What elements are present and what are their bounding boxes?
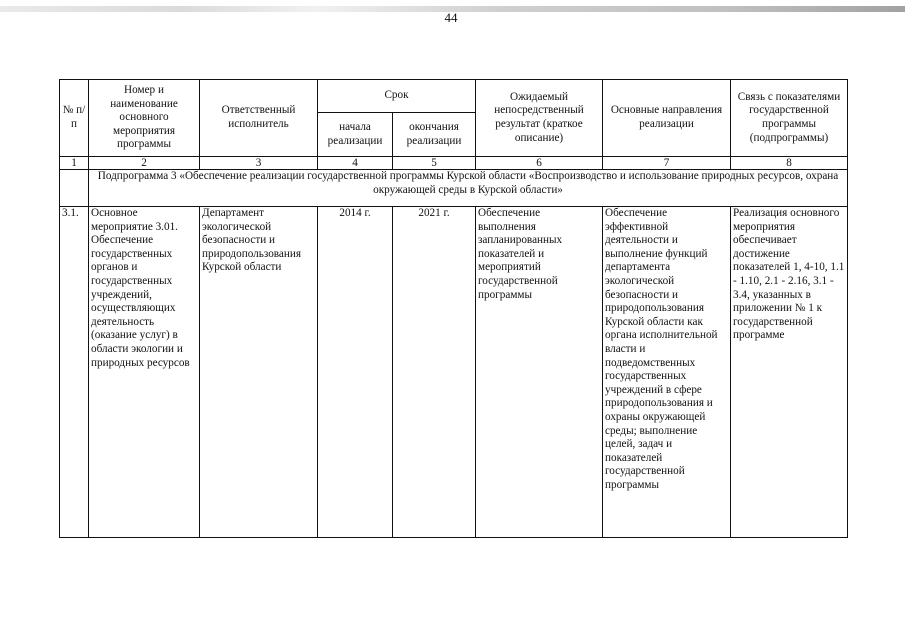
header-srok: Срок [318,80,476,113]
subprogram-title: Подпрограмма 3 «Обеспечение реализации государственной программы Курской области «Воспроизводство и использование природных ресурсов, охрана окружающей среды в Курской области» [89,170,848,207]
column-numbers-row [60,157,848,170]
page-number: 44 [444,10,458,25]
header-result: Ожидаемый непосредственный результат (краткое описание) [476,80,603,157]
column-number: 8 [731,157,848,170]
header-executor: Ответственный исполнитель [200,80,318,157]
column-number: 3 [200,157,318,170]
header-number: № п/п [60,80,89,157]
column-number: 2 [89,157,200,170]
header-row-1 [60,80,848,113]
row-directions: Обеспечение эффективной деятельности и выполнение функций департамента экологической безопасности и природопользования Курской области как органа исполнительной власти и подведомственных государственных учреждений в сфере природопользования и охраны окружающей среды; выполнение целей, задач и показателей государственной программы [603,207,731,538]
header-indicators: Связь с показателями государственной программы (подпрограммы) [731,80,848,157]
row-name: Основное мероприятие 3.01. Обеспечение государственных органов и государственных учреждений, осуществляющих деятельность (оказание услуг) в области экологии и природных ресурсов [89,207,200,538]
column-number: 5 [393,157,476,170]
header-name: Номер и наименование основного мероприятия программы [89,80,200,157]
header-directions: Основные направления реализации [603,80,731,157]
column-number: 6 [476,157,603,170]
column-number: 7 [603,157,731,170]
row-executor: Департамент экологической безопасности и природопользования Курской области [200,207,318,538]
row-start: 2014 г. [318,207,393,538]
subprogram-empty-cell [60,170,89,207]
header-end: окончания реализации [393,113,476,157]
row-end: 2021 г. [393,207,476,538]
table-row [60,207,848,538]
header-start: начала реализации [318,113,393,157]
column-number: 4 [318,157,393,170]
program-table [59,79,848,538]
column-number: 1 [60,157,89,170]
subprogram-row [60,170,848,207]
row-indicators: Реализация основного мероприятия обеспечивает достижение показателей 1, 4-10, 1.1 - 1.10, 2.1 - 2.16, 3.1 - 3.4, указанных в приложении № 1 к государственной программе [731,207,848,538]
row-result: Обеспечение выполнения запланированных показателей и мероприятий государственной программы [476,207,603,538]
row-number: 3.1. [60,207,89,538]
